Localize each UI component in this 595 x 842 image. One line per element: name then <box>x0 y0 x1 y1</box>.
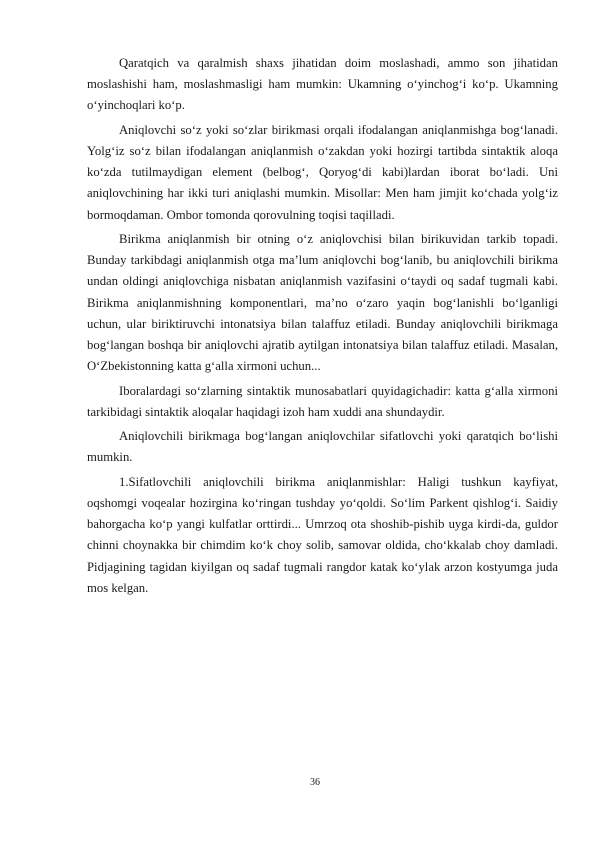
paragraph-1: Qaratqich va qaralmish shaxs jihatidan doim moslashadi, ammo son jihatidan moslashishi ham, moslashmasligi ham mumkin: Ukamning o‘yinchog‘i ko‘p. Ukamning o‘yinchoqlari ko‘p. <box>87 56 558 113</box>
paragraph-4: Iboralardagi so‘zlarning sintaktik munosabatlari quyidagichadir: katta g‘alla xirmoni tarkibidagi sintaktik aloqalar haqidagi izoh ham xuddi ana shundaydir. <box>87 383 558 419</box>
page-body <box>87 53 558 602</box>
paragraph-6: 1.Sifatlovchili aniqlovchili birikma aniqlanmishlar: Haligi tushkun kayfiyat, oqshomgi voqealar hozirgina ko‘ringan tushday yo‘qoldi. So‘lim Parkent qishlog‘i. Saidiy bahorgacha ko‘p yangi kulfatlar orttirdi... Umrzoq ota shoshib-pishib uyga kirdi-da, guldor chinni choynakka bir chimdim ko‘k choy solib, samovar oldida, cho‘kkalab choy damladi. Pidjagining tagidan kiyilgan oq sadaf tugmali rangdor katak ko‘ylak arzon kostyumga juda mos kelgan. <box>87 474 558 595</box>
paragraph-5: Aniqlovchili birikmaga bog‘langan aniqlovchilar sifatlovchi yoki qaratqich bo‘lishi mumkin. <box>87 429 558 465</box>
page-number: 36 <box>310 777 320 788</box>
paragraph-3: Birikma aniqlanmish bir otning o‘z aniqlovchisi bilan birikuvidan tarkib topadi. Bunday tarkibdagi aniqlanmish otga ma’lum aniqlovchi bog‘lanib, bu aniqlovchili birikma undan oldingi aniqlovchiga nisbatan aniqlanmish vazifasini o‘taydi oq sadaf tugmali kabi. Birikma aniqlanmishning komponentlari, ma’no o‘zaro yaqin bog‘lanishli bo‘lganligi uchun, ular biriktiruvchi intonatsiya bilan talaffuz etiladi. Bunday aniqlovchili birikmaga bog‘langan boshqa bir aniqlovchi ajratib aytilgan intonatsiya bilan talaffuz etiladi. Masalan, O‘Zbekistonning katta g‘alla xirmoni uchun... <box>87 232 558 374</box>
paragraph-2: Aniqlovchi so‘z yoki so‘zlar birikmasi orqali ifodalangan aniqlanmishga bog‘lanadi. Yolg‘iz so‘z bilan ifodalangan aniqlanmish o‘zakdan yoki hozirgi tartibda sintaktik aloqa ko‘zda tutilmaydigan element (belbog‘, Qoryog‘di kabi)lardan iborat bo‘ladi. Uni aniqlovchining har ikki turi aniqlashi mumkin. Misollar: Men ham jimjit ko‘chada yolg‘iz bormoqdaman. Ombor tomonda qorovulning toqisi taqilladi. <box>87 122 558 222</box>
